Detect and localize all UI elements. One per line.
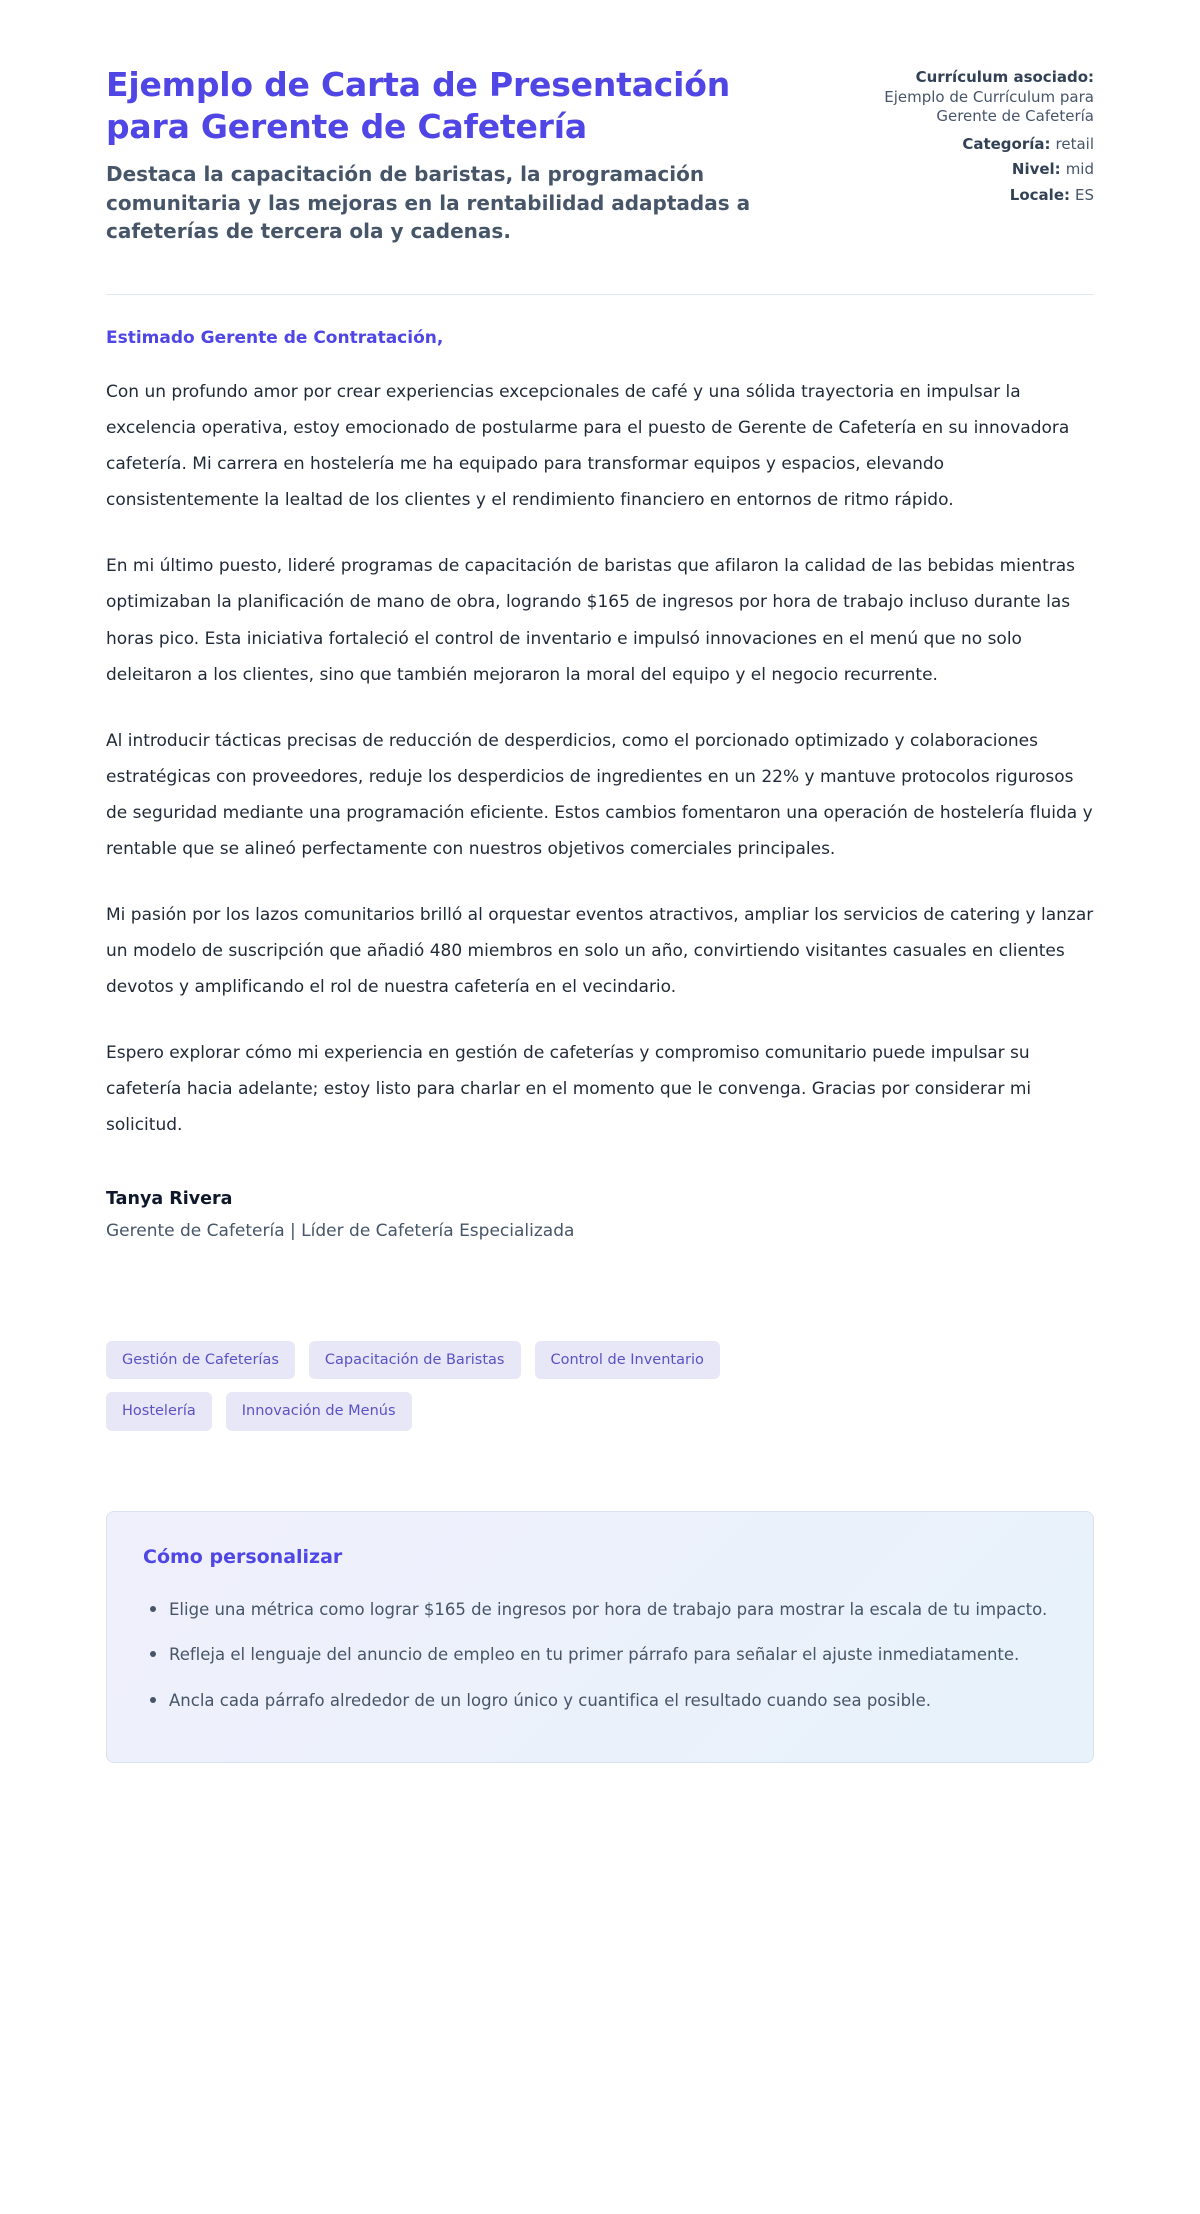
tip-item: Ancla cada párrafo alrededor de un logro único y cuantifica el resultado cuando sea posible. xyxy=(143,1685,1057,1716)
meta-category-value: retail xyxy=(1055,134,1094,153)
header xyxy=(106,64,1094,246)
meta-resume-label: Currículum asociado: xyxy=(915,68,1094,86)
letter-paragraph: En mi último puesto, lideré programas de capacitación de baristas que afilaron la calidad de las bebidas mientras optimizaban la planificación de mano de obra, logrando $165 de ingresos por hora de trabajo incluso durante las horas pico. Esta iniciativa fortaleció el control de inventario e impulsó innovaciones en el menú que no solo deleitaron a los clientes, sino que también mejoraron la moral del equipo y el negocio recurrente. xyxy=(106,556,1076,685)
how-to-list xyxy=(143,1594,1057,1716)
letter-body xyxy=(106,374,1094,1143)
skill-tag[interactable]: Hostelería xyxy=(106,1392,212,1431)
letter-paragraph: Con un profundo amor por crear experiencias excepcionales de café y una sólida trayectoria en impulsar la excelencia operativa, estoy emocionado de postularme para el puesto de Gerente de Cafetería en su innovadora cafetería. Mi carrera en hostelería me ha equipado para transformar equipos y espacios, elevando consistentemente la lealtad de los clientes y el rendimiento financiero en entornos de ritmo rápido. xyxy=(106,382,1070,511)
meta-category-label: Categoría: xyxy=(962,134,1051,153)
how-to-title: Cómo personalizar xyxy=(143,1545,343,1568)
meta-level xyxy=(882,160,1094,180)
meta-associated-resume xyxy=(882,68,1094,127)
skill-tag[interactable]: Innovación de Menús xyxy=(226,1392,412,1431)
meta-category xyxy=(882,135,1094,155)
letter-paragraph: Al introducir tácticas precisas de reducción de desperdicios, como el porcionado optimizado y colaboraciones estratégicas con proveedores, reduje los desperdicios de ingredientes en un 22% y mantuve protocolos rigurosos de seguridad mediante una programación eficiente. Estos cambios fomentaron una operación de hostelería fluida y rentable que se alineó perfectamente con nuestros objetivos comerciales principales. xyxy=(106,730,1093,859)
meta-locale xyxy=(882,186,1094,206)
tip-item: Elige una métrica como lograr $165 de ingresos por hora de trabajo para mostrar la escala de tu impacto. xyxy=(143,1594,1057,1625)
how-to-customize-box xyxy=(106,1511,1094,1763)
divider xyxy=(106,294,1094,295)
skill-tag[interactable]: Control de Inventario xyxy=(535,1341,720,1380)
page-title: Ejemplo de Carta de Presentación para Gerente de Cafetería xyxy=(106,65,731,147)
cover-letter xyxy=(106,321,1094,1241)
skill-tags xyxy=(106,1341,806,1431)
meta-panel xyxy=(882,64,1094,211)
header-title-block xyxy=(106,64,761,246)
signature-title: Gerente de Cafetería | Líder de Cafetería Especializada xyxy=(106,1220,575,1241)
page-subtitle: Destaca la capacitación de baristas, la programación comunitaria y las mejoras en la rentabilidad adaptadas a cafeterías de tercera ola y cadenas. xyxy=(106,162,751,244)
meta-level-label: Nivel: xyxy=(1011,160,1061,178)
letter-greeting: Estimado Gerente de Contratación, xyxy=(106,327,444,348)
meta-locale-value: ES xyxy=(1075,185,1094,204)
skill-tag[interactable]: Capacitación de Baristas xyxy=(309,1341,521,1380)
signature-name: Tanya Rivera xyxy=(106,1188,233,1209)
letter-paragraph: Espero explorar cómo mi experiencia en gestión de cafeterías y compromiso comunitario puede impulsar su cafetería hacia adelante; estoy listo para charlar en el momento que le convenga. Gracias por considerar mi solicitud. xyxy=(106,1042,1032,1135)
meta-locale-label: Locale: xyxy=(1009,185,1070,204)
signature-block xyxy=(106,1189,1094,1241)
page xyxy=(106,0,1094,1831)
tip-item: Refleja el lenguaje del anuncio de empleo en tu primer párrafo para señalar el ajuste inmediatamente. xyxy=(143,1639,1057,1670)
letter-paragraph: Mi pasión por los lazos comunitarios brilló al orquestar eventos atractivos, ampliar los servicios de catering y lanzar un modelo de suscripción que añadió 480 miembros en solo un año, convirtiendo visitantes casuales en clientes devotos y amplificando el rol de nuestra cafetería en el vecindario. xyxy=(106,904,1094,997)
meta-level-value: mid xyxy=(1065,160,1094,178)
meta-resume-value: Ejemplo de Currículum para Gerente de Cafetería xyxy=(884,87,1094,125)
skill-tag[interactable]: Gestión de Cafeterías xyxy=(106,1341,295,1380)
